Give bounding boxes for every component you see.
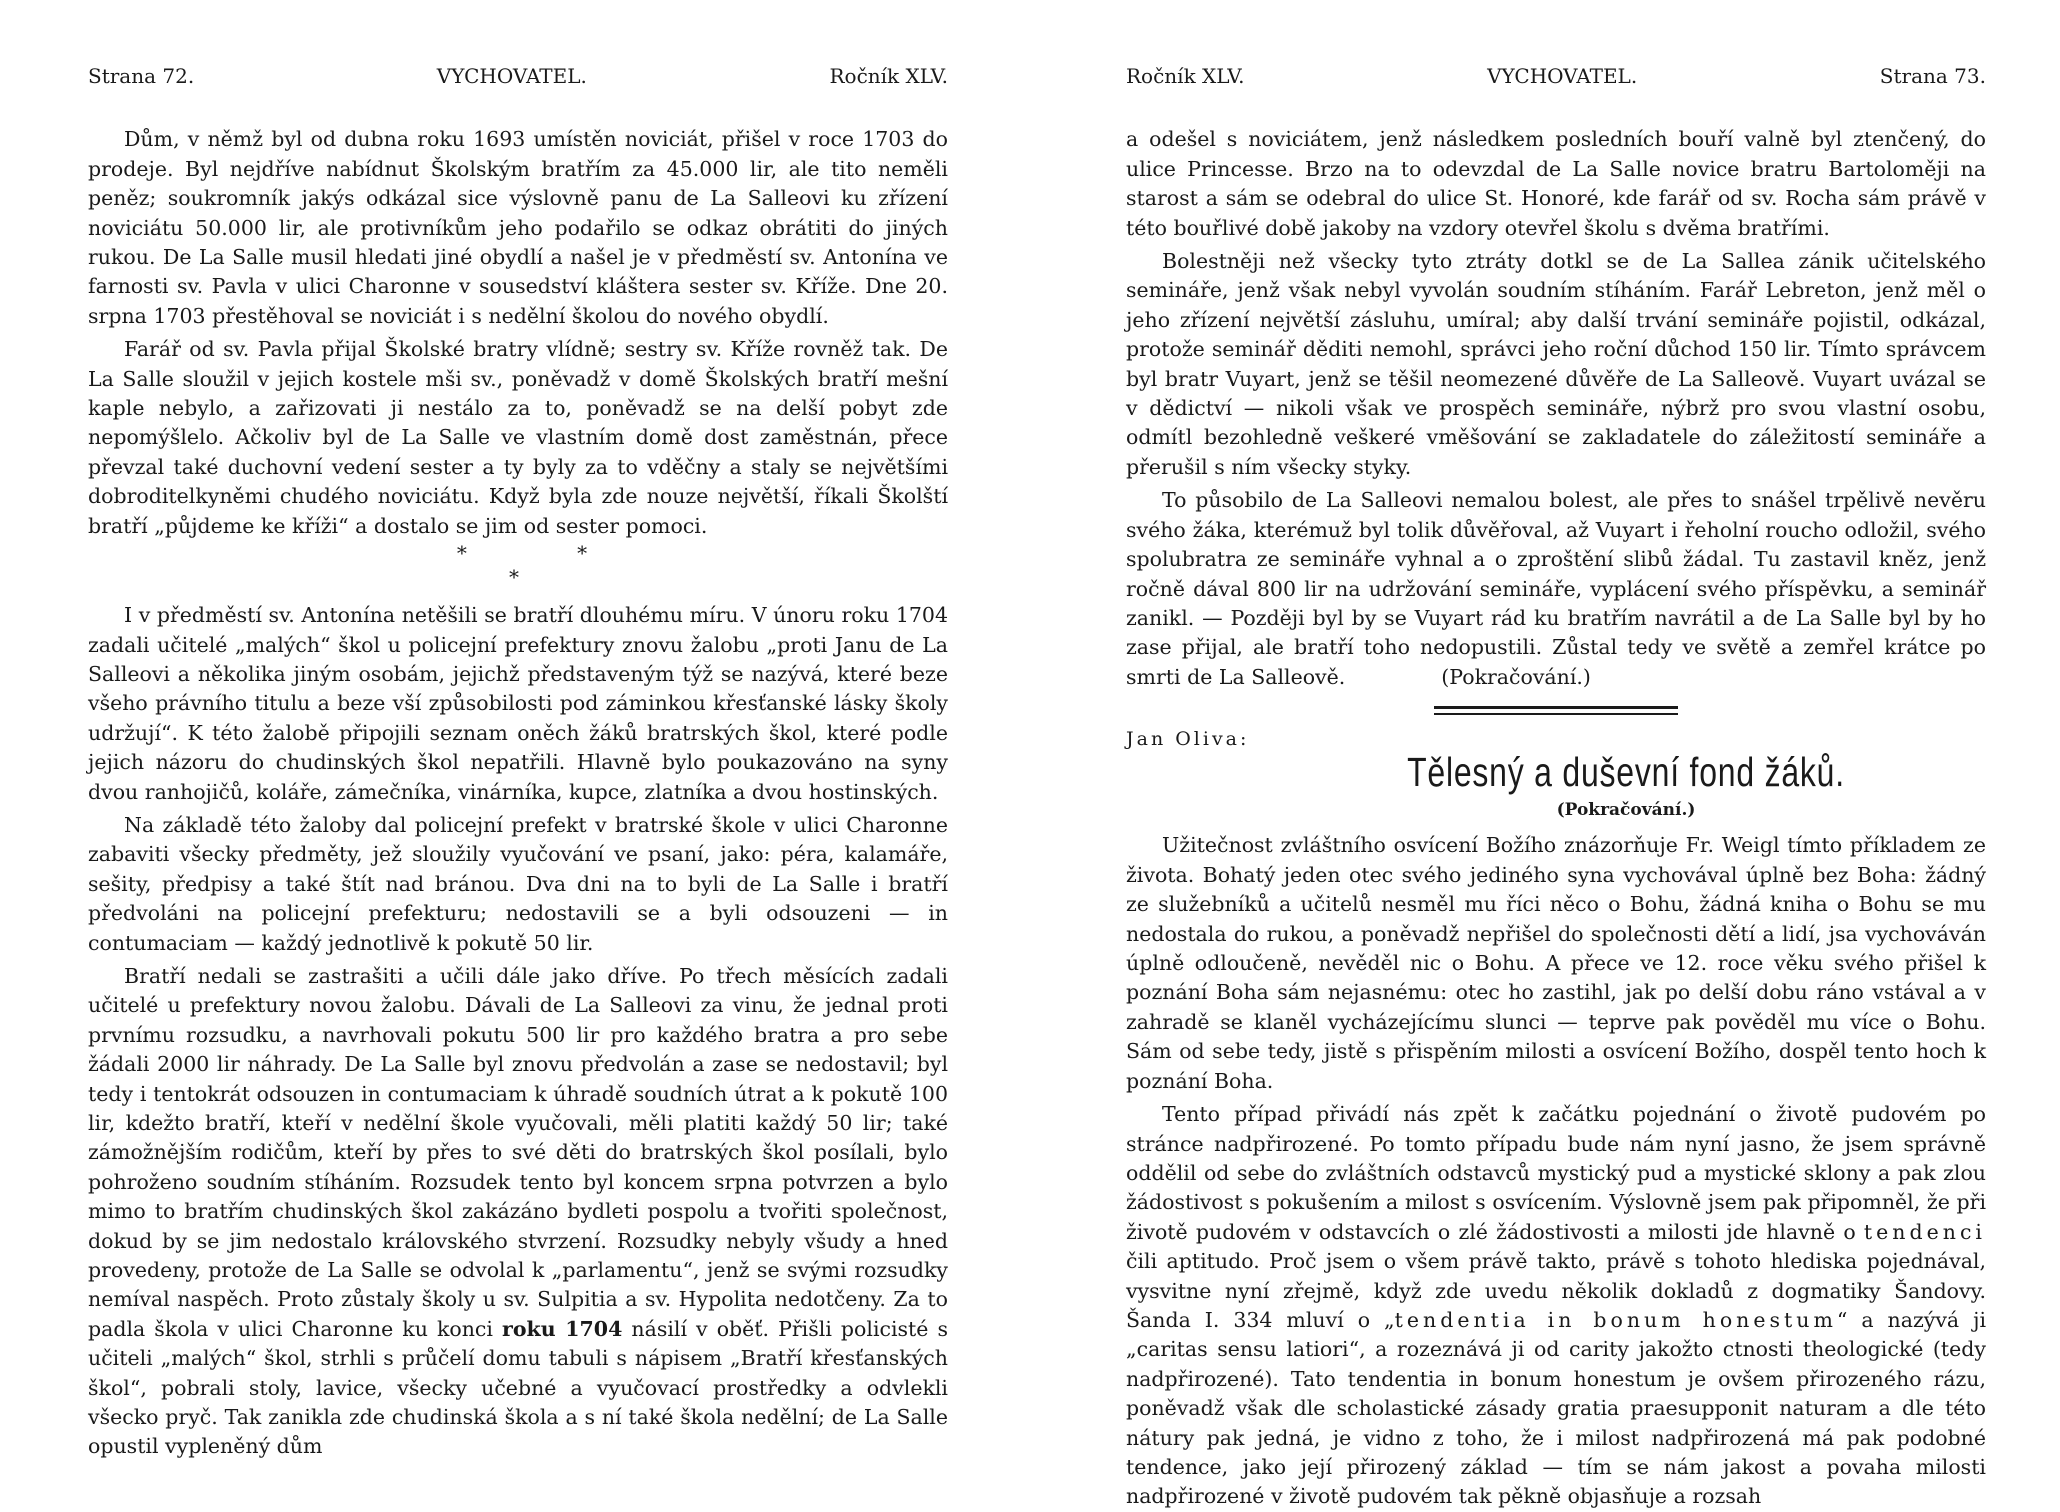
paragraph-text: Tento případ přivádí nás zpět k začátku pojednání o životě pudovém po stránce nadpřirozené. Po tomto případu bude nám nyní jasno, že jsem správně oddělil od sebe do zvláštních odstavců mystický pud a mystické sklony a pak zlou žádostivost s pokušením a milost s osvícením. Výslovně jsem pak připomněl, že při životě pudovém v odstavcích o zlé žádostivosti a milosti jde hlavně o <box>1126 1102 1986 1244</box>
volume-label: Ročník XLV. <box>1126 64 1245 88</box>
spaced-term: tendenci <box>1863 1219 1986 1244</box>
paragraph-text: násilí v oběť. Přišli policisté s učiteli „malých“ škol, strhli s průčelí domu tabuli s nápisem „Bratří křesťanských škol“, pobrali stoly, lavice, všecky učebné a vyučovací prostředky a odvlekli všecko pryč. Tak zanikla zde chudinská škola a s ní také škola nedělní; de La Salle opustil vypleněný dům <box>88 1316 948 1459</box>
article-author: Jan Oliva: <box>1126 727 1250 750</box>
paragraph: Bolestněji než všecky tyto ztráty dotkl se de La Sallea zánik učitelského semináře, jenž však nebyl vyvolán soudním stíháním. Farář Lebreton, jenž měl o jeho zřízení největší zásluhu, umíral; aby další trvání semináře pojistil, odkázal, protože seminář děditi nemohl, správci jeho roční důchod 150 lir. Tímto správcem byl bratr Vuyart, jenž se těšil neomezené důvěře de La Salleově. Vuyart uvázal se v dědictví — nikoli však ve prospěch semináře, nýbrž pro svou vlastní osobu, odmítl bezohledně veškeré vměšování se zakladatele do záležitostí semináře a přerušil s ním všecky styky. <box>1126 249 1986 479</box>
paragraph-text: Bratří nedali se zastrašiti a učili dále jako dříve. Po třech měsících zadali učitelé u prefektury novou žalobu. Dávali de La Salleovi za vinu, že jednal proti prvnímu rozsudku, a navrhovali pokutu 500 lir pro každého bratra a pro sebe žádali 2000 lir náhrady. De La Salle byl znovu předvolán a zase se nedostavil; byl tedy i tentokrát odsouzen in contumaciam k úhradě soudních útrat a k pokutě 100 lir, kdežto bratří, kteří v nedělní škole vyučovali, měli platiti každý 50 lir; také zámožnějším rodičům, kteří by přes to své děti do bratrských škol posílali, bylo pohroženo soudním stíháním. Rozsudek tento byl koncem srpna potvrzen a bylo mimo to bratřím chudinských škol zakázáno bydleti pospolu a tvořiti společnost, dokud by se jim nedostalo královského stvrzení. Rozsudky nebyly všudy a hned provedeny, protože de La Salle se odvolal k „parlamentu“, jenž se svými rozsudky nemíval naspěch. Proto zůstaly školy u sv. Sulpitia a sv. Hypolita nedotčeny. Za to padla škola v ulici Charonne ku konci <box>88 963 948 1341</box>
paragraph: Farář od sv. Pavla přijal Školské bratry vlídně; sestry sv. Kříže rovněž tak. De La Salle sloužil v jejich kostele mši sv., poněvadž v domě Školských bratří mešní kaple nebylo, a zařizovati ji nestálo za to, poněvadž se na delší pobyt zde nepomýšlelo. Ačkoliv byl de La Salle ve vlastním domě dost zaměstnán, přece převzal také duchovní vedení sester a ty byly za to vděčny a staly se největšími dobroditelkyněmi chudého noviciátu. Když byla zde nouze největší, říkali Školští bratří „půjdeme ke kříži“ a dostalo se jim od sester pomoci. <box>88 337 948 538</box>
rule-line <box>1434 706 1678 709</box>
journal-title: VYCHOVATEL. <box>1487 64 1638 88</box>
article-title: Tělesný a duševní fond žáků. <box>1407 749 1845 796</box>
paragraph-text: čili aptitudo. Proč jsem o všem právě takto, právě s tohoto hlediska pojednával, vysvitne nyní zřejmě, když zde uvedu několik dokladů z dogmatiky Šandovy. Šanda I. 334 mluví o „ <box>1126 1249 1986 1332</box>
section-separator: * <box>509 565 519 590</box>
paragraph: Na základě této žaloby dal policejní prefekt v bratrské škole v ulici Charonne zabaviti všecky předměty, jež sloužily vyučování ve psaní, jako: péra, kalamáře, sešity, předpisy a také štít nad bránou. Dva dni na to byli de La Salle i bratří předvoláni na policejní prefekturu; nedostavili se a byli odsouzeni — in contumaciam — každý jednotlivě k pokutě 50 lir. <box>88 812 948 955</box>
page-number: Strana 72. <box>88 64 195 88</box>
bold-text: roku 1704 <box>502 1316 623 1341</box>
double-rule <box>1434 706 1678 715</box>
paragraph <box>1126 486 1986 692</box>
section-separator: * * <box>456 541 640 566</box>
article-subtitle: (Pokračování.) <box>1556 800 1696 821</box>
paragraph <box>88 962 948 1462</box>
spaced-term: tendentia in bonum honestum <box>1394 1307 1837 1332</box>
paragraph: Dům, v němž byl od dubna roku 1693 umístěn noviciát, přišel v roce 1703 do prodeje. Byl nejdříve nabídnut Školským bratřím za 45.000 lir, ale tito neměli peněz; soukromník jakýs odkázal sice výslovně panu de La Salleovi ku zřízení noviciátu 50.000 lir, ale protivníkům jeho podařilo se odkaz obrátiti do jiných rukou. De La Salle musil hledati jiné obydlí a našel je v předměstí sv. Antonína ve farnosti sv. Pavla v ulici Charonne v sousedství kláštera sester sv. Kříže. Dne 20. srpna 1703 přestěhoval se noviciát i s nedělní školou do nového obydlí. <box>88 127 948 328</box>
paragraph <box>1126 1100 1986 1512</box>
journal-title: VYCHOVATEL. <box>436 64 587 88</box>
page-number: Strana 73. <box>1879 64 1986 88</box>
continued-note: (Pokračování.) <box>1441 664 1591 689</box>
rule-line <box>1434 713 1678 715</box>
right-page <box>1126 62 1986 1512</box>
paragraph-text: “ a nazývá ji „caritas sensu latiori“, a rozeznává ji od carity jakožto ctnosti theologické (tedy nadpřirozené). Tato tendentia in bonum honestum je ovšem přirozeného rázu, poněvadž však dle scholastické zásady gratia praesupponit naturam a dle této nátury pak jedná, je vidno z toho, že i milost nadpřirozená má pak podobné tendence, jako její přirozený základ — tím se nám jakost a povaha milosti nadpřirozené v životě pudovém tak pěkně objasňuje a rozsah <box>1126 1307 1986 1509</box>
paragraph-text: To působilo de La Salleovi nemalou bolest, ale přes to snášel trpělivě nevěru svého žáka, kterémuž byl tolik důvěřoval, až Vuyart i řeholní roucho odložil, svého spolubratra ze semináře vyhnal a o zproštění slibů žádal. Tu zastavil kněz, jenž ročně dával 800 lir na udržování semináře, vyplácení svého příspěvku, a seminář zanikl. — Později byl by se Vuyart rád ku bratřím navrátil a de La Salle byl by ho zase přijal, ale bratří toho nedopustili. Zůstal tedy ve světě a zemřel krátce po smrti de La Salleově. <box>1126 488 1986 689</box>
left-page <box>88 62 948 1462</box>
paragraph: Užitečnost zvláštního osvícení Božího znázorňuje Fr. Weigl tímto příkladem ze života. Bohatý jeden otec svého jediného syna vychovával úplně bez Boha: žádný ze služebníků a učitelů nesměl mu říci něco o Bohu, žádná kniha o Bohu se mu nedostala do rukou, a poněvadž nepřišel do společnosti dětí a lidí, jsa vychováván úplně odloučeně, nevěděl nic o Bohu. A přece ve 12. roce věku svého přišel k poznání Boha sám nejasnému: otec ho zastihl, jak po delší dobu ráno vstával a v zahradě se klaněl vycházejícímu slunci — teprve pak pověděl mu více o Bohu. Sám od sebe tedy, jistě s přispěním milosti a osvícení Božího, dospěl tento hoch k poznání Boha. <box>1126 833 1986 1093</box>
page-header <box>88 62 948 91</box>
paragraph: a odešel s noviciátem, jenž následkem posledních bouří valně byl ztenčený, do ulice Princesse. Brzo na to odevzdal de La Salle novice bratru Bartoloměji na starost a sám se odebral do ulice St. Honoré, kde farář od sv. Rocha sám právě v této bouřlivé době jakoby na vzdory otevřel školu s dvěma bratřími. <box>1126 127 1986 240</box>
page-header <box>1126 62 1986 91</box>
paragraph: I v předměstí sv. Antonína netěšili se bratří dlouhému míru. V únoru roku 1704 zadali učitelé „malých“ škol u policejní prefektury znovu žalobu „proti Janu de La Salleovi a několika jiným osobám, jejichž představeným týž se nazývá, které beze všeho právního titulu a beze vší způsobilosti pod záminkou křesťanské lásky školy udržují“. K této žalobě připojili seznam oněch žáků bratrských škol, které podle jejich názoru do chudinských škol nepatřili. Hlavně bylo poukazováno na syny dvou ranhojičů, koláře, zámečníka, vinárníka, kupce, zlatníka a dvou hostinských. <box>88 603 948 804</box>
volume-label: Ročník XLV. <box>829 64 948 88</box>
